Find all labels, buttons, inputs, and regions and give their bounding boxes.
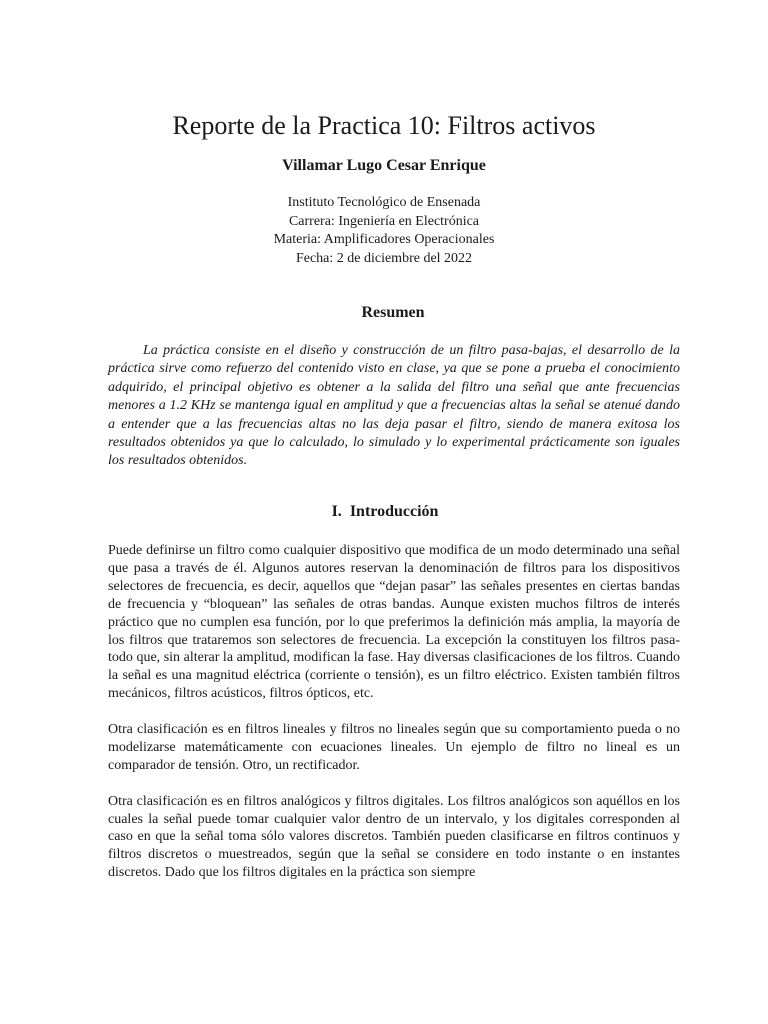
abstract-heading: Resumen	[361, 304, 425, 321]
author-name: Villamar Lugo Cesar Enrique	[282, 157, 486, 174]
body-paragraph-3: Otra clasificación es en filtros analógicos y filtros digitales. Los filtros analógicos son aquéllos en los cuales la señal puede tomar cualquier valor dentro de un intervalo, y los digitales corresponden al caso en que la señal toma sólo valores discretos. También pueden clasificarse en filtros continuos y filtros discretos o muestreados, según que la señal se considere en todo instante o en instantes discretos. Dado que los filtros digitales en la práctica son siempre	[108, 793, 680, 881]
body-paragraph-1: Puede definirse un filtro como cualquier dispositivo que modifica de un modo determinado una señal que pasa a través de él. Algunos autores reservan la denominación de filtros para los dispositivos selectores de frecuencia, es decir, aquellos que “dejan pasar” las señales presentes en ciertas bandas de frecuencia y “bloquean” las señales de otras bandas. Aunque existen muchos filtros de interés práctico que no cumplen esa función, por lo que preferimos la definición más amplia, la mayoría de los filtros que trataremos son selectores de frecuencia. La excepción la constituyen los filtros pasa-todo que, sin alterar la amplitud, modifican la fase. Hay diversas clasificaciones de los filtros. Cuando la señal es una magnitud eléctrica (corriente o tensión), es un filtro eléctrico. Existen también filtros mecánicos, filtros acústicos, filtros ópticos, etc.	[108, 543, 680, 702]
affiliation-block	[0, 194, 768, 268]
affiliation-institute: Instituto Tecnológico de Ensenada	[287, 195, 481, 210]
affiliation-career: Carrera: Ingeniería en Electrónica	[288, 213, 480, 229]
section-title: Introducción	[349, 503, 439, 520]
affiliation-date: Fecha: 2 de diciembre del 2022	[295, 250, 473, 266]
affiliation-subject: Materia: Amplificadores Operacionales	[273, 232, 495, 247]
abstract-text: La práctica consiste en el diseño y construcción de un filtro pasa-bajas, el desarrollo de la práctica sirve como refuerzo del contenido visto en clase, ya que se pone a prueba el conocimiento adquirido, el principal objetivo es obtener a la salida del filtro una señal que ante frecuencias menores a 1.2 KHz se mantenga igual en amplitud y que a frecuencias altas la señal se atenué dando a entender que a las frecuencias altas no las deja pasar el filtro, siendo de manera exitosa los resultados obtenidos ya que lo calculado, lo simulado y lo experimental prácticamente son iguales los resultados obtenidos.	[108, 343, 680, 469]
section-body	[108, 542, 680, 900]
section-heading	[0, 503, 768, 521]
document-title: Reporte de la Practica 10: Filtros activos	[172, 111, 596, 140]
body-paragraph-2: Otra clasificación es en filtros lineales y filtros no lineales según que su comportamiento pueda o no modelizarse matemáticamente con ecuaciones lineales. Un ejemplo de filtro no lineal es un comparador de tensión. Otro, un rectificador.	[108, 722, 680, 773]
section-number: I.	[331, 503, 342, 520]
